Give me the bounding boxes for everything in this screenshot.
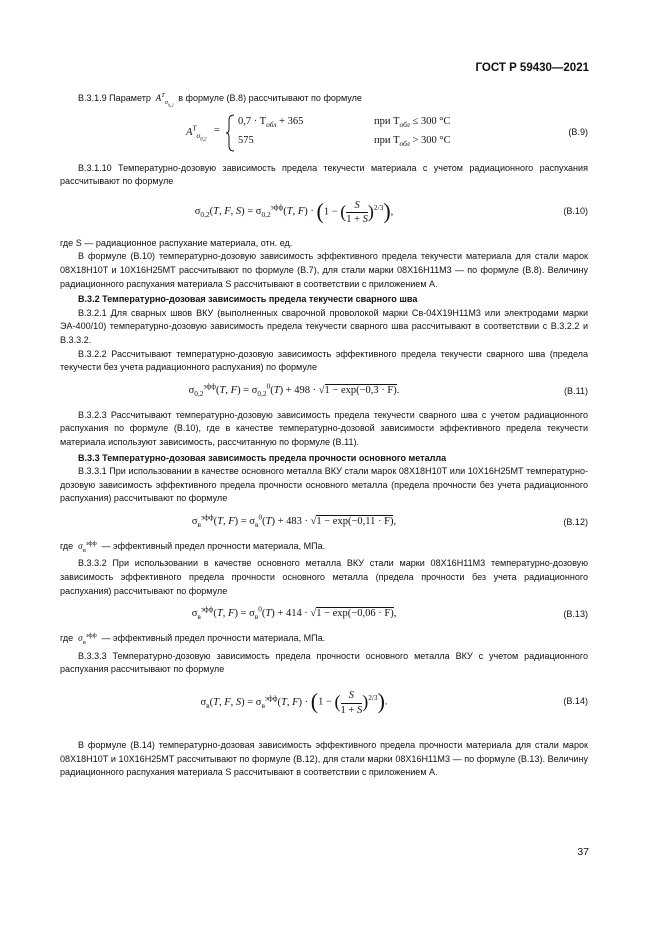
formula-b9-case2: 575 bbox=[238, 134, 254, 146]
formula-b9-case1-cond: при T bbox=[374, 115, 400, 127]
paragraph-b319-tail: в формуле (В.8) рассчитывают по формуле bbox=[178, 93, 362, 103]
formula-b12 bbox=[60, 506, 588, 540]
paragraph-where-s: где S — радиационное распухание материала, отн. ед. bbox=[60, 237, 293, 248]
formula-b11-exp: −0,3 · F bbox=[359, 384, 394, 396]
formula-b9-case1-cond-sub: обл bbox=[399, 119, 410, 129]
paragraph-b333: В.3.3.3 Температурно-дозовую зависимость предела прочности основного металла ВКУ с учетом радиационного распухания рассчитывают по формуле bbox=[60, 650, 588, 675]
formula-b11-expr: $\sigma_{0,2}^{эфф}(T$, $F) = \sigma_{0,2}^0(T) + 498 \cdot √1 - \exp(-0,3 \cdot F)$. bbox=[188, 381, 400, 398]
paragraph-b332: В.3.3.2 При использовании в качестве основного металла ВКУ стали марки 08Х16Н11М3 температурно-дозовую зависимость эффективного предела прочности основного металла (предела прочности без учета радиационного распухания) рассчитывают по формуле bbox=[60, 558, 588, 596]
section-heading-b33: В.3.3 Температурно-дозовая зависимость предела прочности основного металла bbox=[78, 452, 447, 463]
paragraph-b3110: В.3.1.10 Температурно-дозовую зависимость предела текучести материала с учетом радиационного распухания рассчитывают по формуле bbox=[60, 162, 588, 187]
formula-b11 bbox=[60, 375, 588, 409]
paragraph-where-sb1-text: — эффективный предел прочности материала, МПа. bbox=[101, 540, 326, 551]
paragraph-where-sb2: где $\sigma_в^{эфф}$ — эффективный предел прочности материала, МПа. bbox=[60, 632, 326, 647]
formula-b10 bbox=[60, 189, 588, 237]
formula-b9-case1: 0,7 · T bbox=[238, 115, 267, 127]
paragraph-where-sb2-text: — эффективный предел прочности материала, МПа. bbox=[101, 633, 326, 644]
formula-b14-expr: $\sigma_в(T$, F, $S) = \sigma_в^{эфф}(T$, F) · (1 − ( $\frac{S}{1 + S}$ )$^{2/3}$). bbox=[200, 688, 388, 716]
formula-b9-case2-cond: при T bbox=[374, 134, 400, 146]
formula-b11-coef: 498 bbox=[294, 384, 311, 396]
where-word-2: где bbox=[60, 633, 74, 644]
formula-b11-label: (В.11) bbox=[564, 385, 588, 396]
paragraph-b319-lead: В.3.1.9 Параметр bbox=[78, 93, 151, 103]
formula-b10-label: (В.10) bbox=[563, 205, 588, 216]
formula-b12-expr: $\sigma_в^{эфф}(T$, $F) = \sigma_в^0(T) + 483 \cdot √1 - \exp(-0,11 \cdot F)$, bbox=[191, 512, 397, 529]
formula-b13 bbox=[60, 598, 588, 632]
formula-b13-expr: $\sigma_в^{эфф}(T$, $F) = \sigma_в^0(T) + 414 \cdot √1 - \exp(-0,06 \cdot F)$, bbox=[191, 604, 397, 622]
paragraph-b10-note: В формуле (В.10) температурно-дозовую зависимость эффективного предела текучести материала для стали марок 08Х18Н10Т и 10Х16Н25МТ рассчитывают по формуле (В.7), для стали марки 08Х16Н11М3 — по формуле (В.8). Величину радиационного распухания материала S рассчитывают в соответствии с приложением А. bbox=[60, 251, 588, 289]
formula-b12-exp: −0,11 · F bbox=[351, 515, 390, 527]
formula-b12-label: (В.12) bbox=[563, 516, 588, 527]
where-word-1: где bbox=[60, 540, 74, 551]
paragraph-b321: В.3.2.1 Для сварных швов ВКУ (выполненных сварочной проволокой марки Св-04Х19Н11М3 или электродами марки ЭА-400/10) температурно-дозовую зависимость предела текучести сварного шва рассчитывают в соответствии с В.3.2.2 и В.3.3.2. bbox=[60, 307, 588, 345]
param-a-symbol: $A^T_{\sigma_{0,2}}$ bbox=[153, 91, 174, 108]
formula-b14-label: (В.14) bbox=[563, 696, 588, 707]
formula-b9-label: (В.9) bbox=[568, 126, 588, 137]
formula-b12-coef: 483 bbox=[286, 515, 302, 527]
paragraph-b14-note: В формуле (В.14) температурно-дозовая зависимость эффективного предела прочности материала для стали марок 08Х18Н10Т и 10Х16Н25МТ рассчитывают по формуле (В.12), для стали марки 08Х16Н11М3 — по формуле (В.13). Величину радиационного распухания материала S рассчитывают в соответствии с приложением А. bbox=[60, 740, 588, 778]
paragraph-b331: В.3.3.1 При использовании в качестве основного металла ВКУ стали марок 08Х18Н10Т или 10Х16Н25МТ температурно-дозовую зависимость эффективного предела прочности основного металла (предела прочности без учета радиационного распухания) рассчитывают по формуле bbox=[60, 466, 588, 504]
paragraph-b319 bbox=[60, 92, 588, 106]
section-heading-b32: В.3.2 Температурно-дозовая зависимость предела текучести сварного шва bbox=[78, 294, 418, 305]
formula-b9-case1-tail: + 365 bbox=[279, 115, 304, 127]
page-number: 37 bbox=[577, 846, 589, 858]
paragraph-where-sb1: где $\sigma_в^{эфф}$ — эффективный предел прочности материала, МПа. bbox=[60, 539, 326, 554]
left-brace-icon bbox=[226, 114, 236, 152]
formula-b13-label: (В.13) bbox=[563, 609, 588, 620]
formula-b13-coef: 414 bbox=[285, 608, 302, 620]
document-body bbox=[60, 92, 588, 780]
formula-b10-expr: $\sigma_{0,2}(T$, F, $S) = \sigma_{0,2}^{эфф}(T$, F) · (1 − ( $\frac{S}{1 + S}$ )$^{2/3}$), bbox=[194, 198, 394, 226]
formula-b14 bbox=[60, 677, 588, 729]
document-standard-id: ГОСТ Р 59430—2021 bbox=[475, 62, 589, 74]
formula-b9-case2-cond-tail: > 300 °C bbox=[412, 134, 451, 146]
formula-b9: $A^T_{\sigma_{0,2}}$ = $0,7 \cdot T_{обл} + 365$ при $T_{обл} \le 300$ °C 575 при $T_{обл} > 300$ °C (В.9) bbox=[60, 114, 588, 154]
formula-b9-case1-cond-tail: ≤ 300 °C bbox=[412, 115, 451, 127]
formula-b13-exp: −0,06 · F bbox=[351, 608, 391, 620]
paragraph-b322: В.3.2.2 Рассчитывают температурно-дозовую зависимость эффективного предела текучести сварного шва (предела текучести без учета радиационного распухания) по формуле bbox=[60, 348, 588, 373]
formula-b9-case1-sub: обл bbox=[266, 119, 277, 129]
formula-b9-case2-cond-sub: обл bbox=[399, 138, 410, 148]
paragraph-b323: В.3.2.3 Рассчитывают температурно-дозовую зависимость предела текучести сварного шва с учетом радиационного распухания по формуле (В.10), где в качестве температурно-дозовой зависимости эффективного предела текучести материала используют зависимость, рассчитанную по формуле (В.11). bbox=[60, 409, 588, 447]
